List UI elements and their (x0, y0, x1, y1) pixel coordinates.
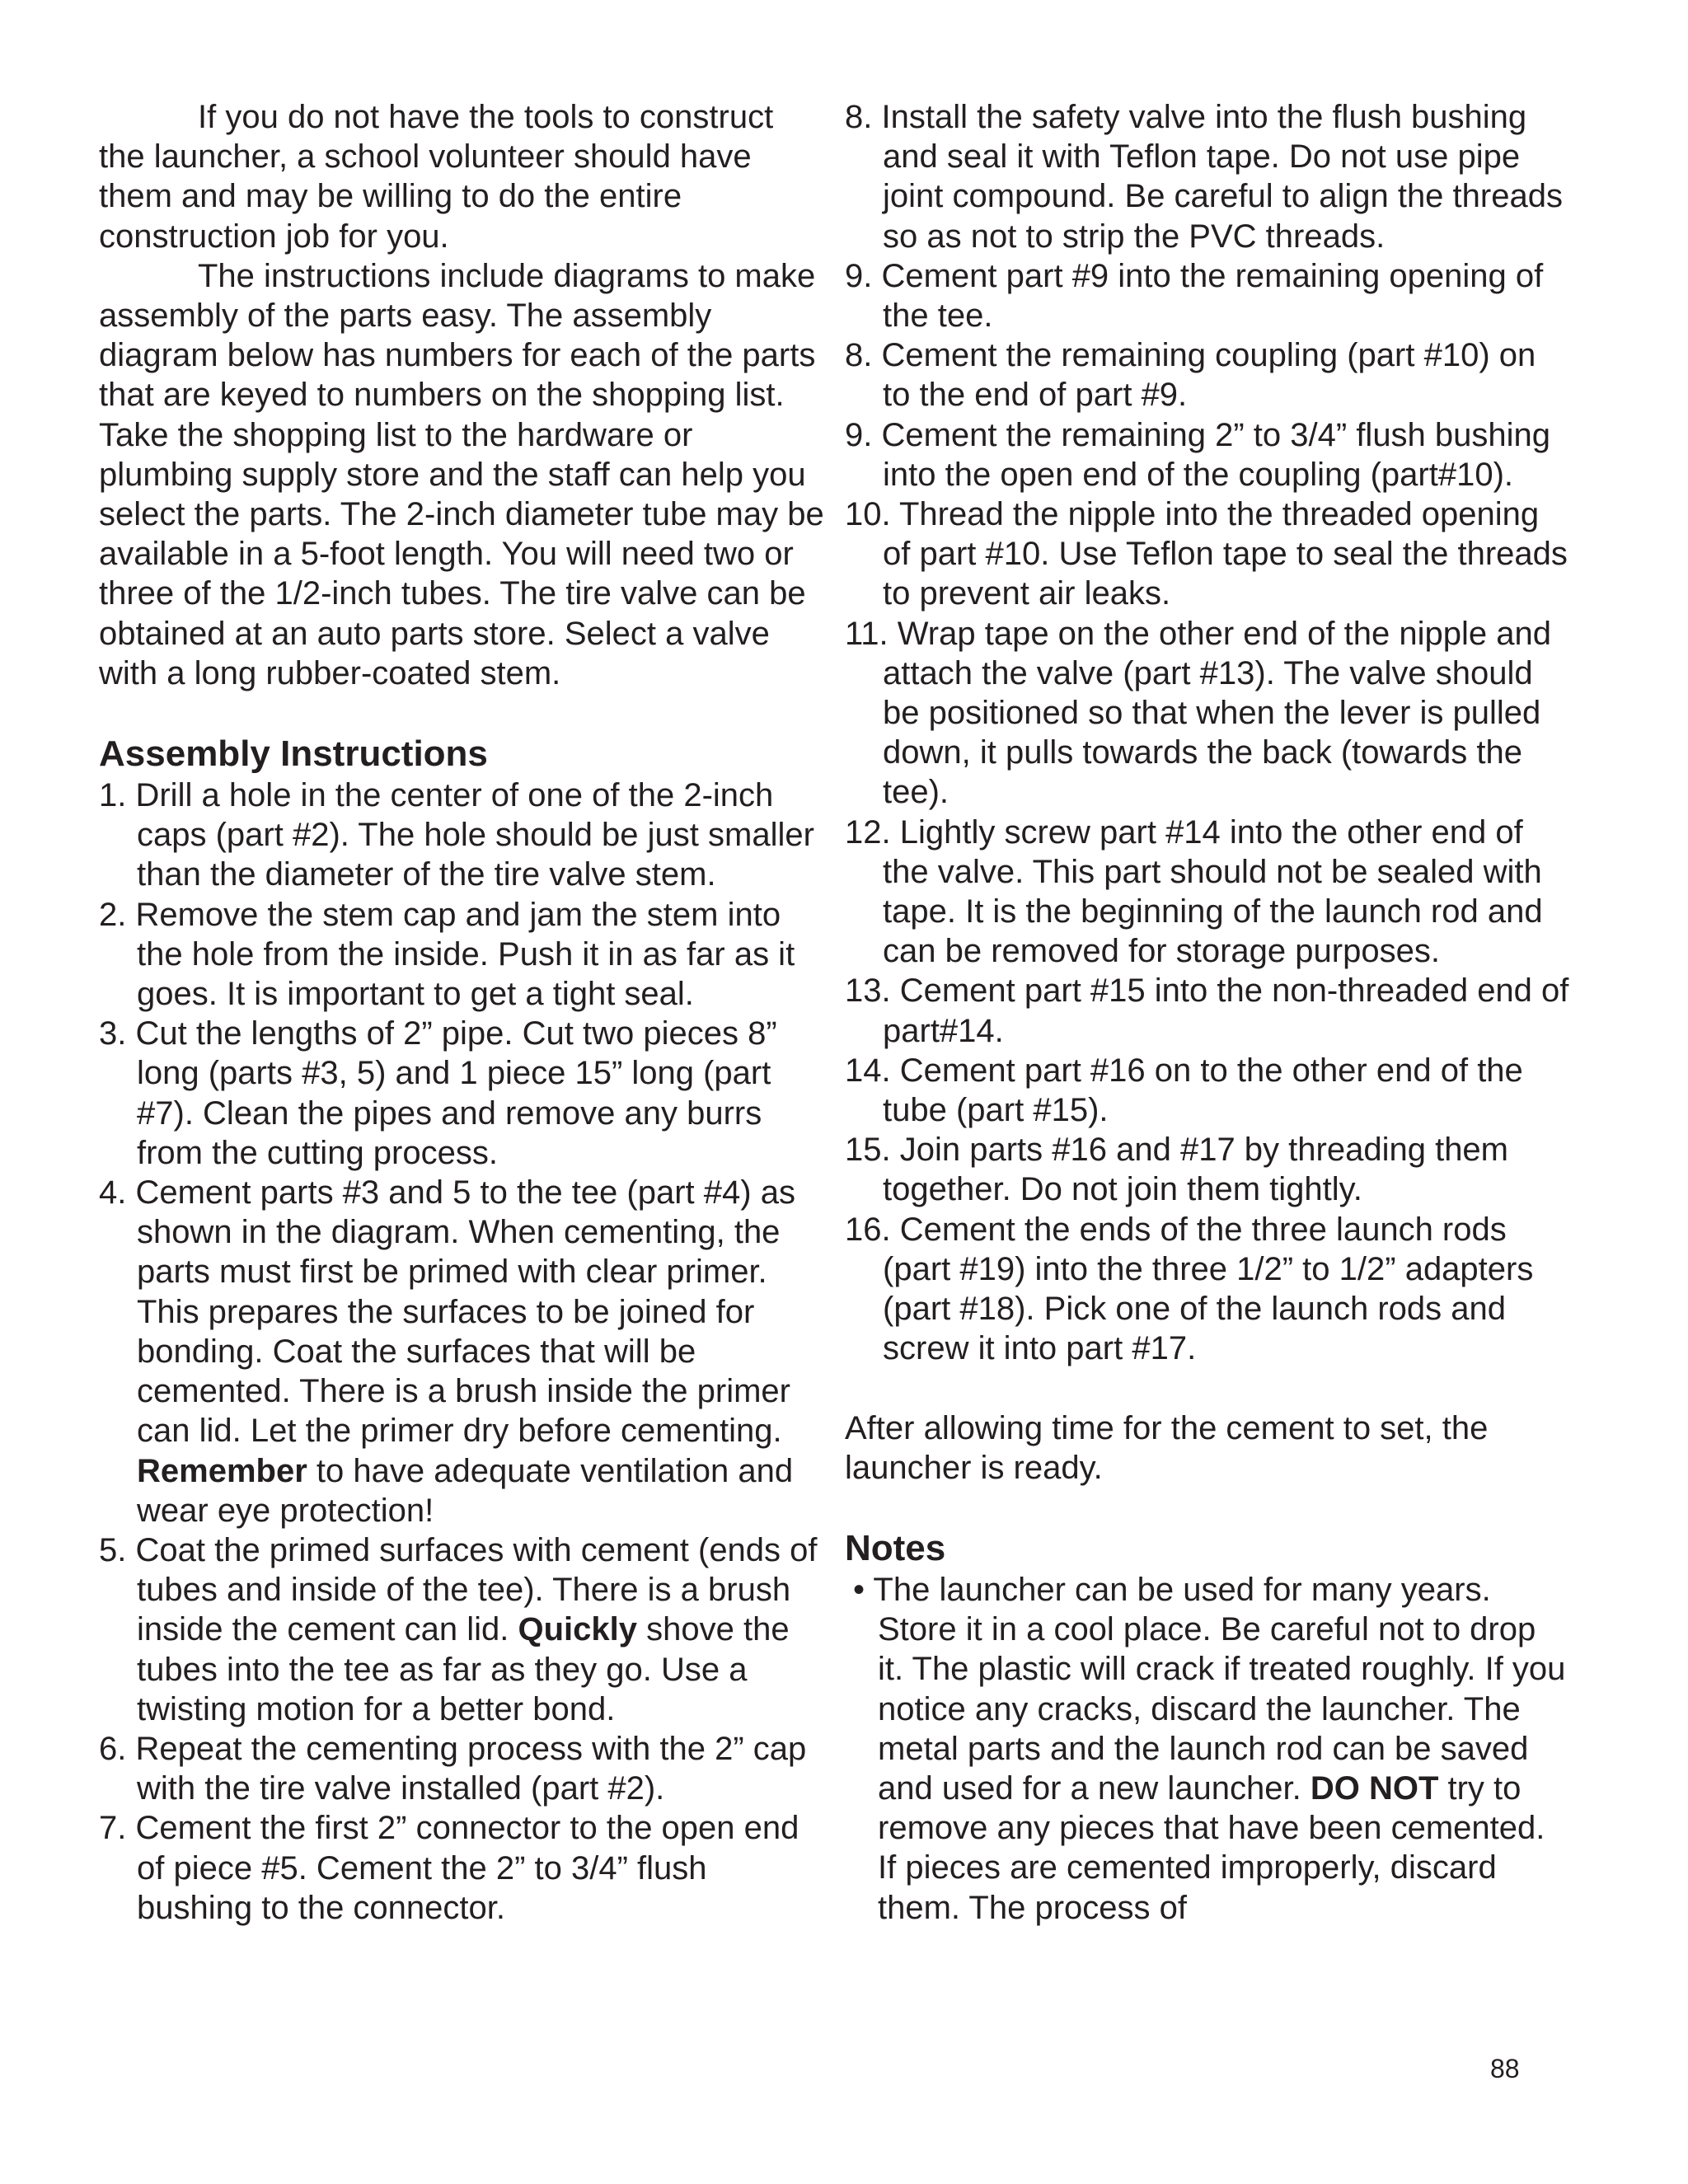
step-5-tail: shove the tubes into the tee as far as they go. Use a twisting motion for a better bond. (137, 1611, 790, 1727)
step-5-bold: Quickly (518, 1611, 638, 1648)
spacer (845, 1369, 1570, 1408)
assembly-steps-list (99, 776, 824, 1928)
spacer (99, 693, 824, 733)
step-3: 3. Cut the lengths of 2” pipe. Cut two pieces 8” long (parts #3, 5) and 1 piece 15” long (part #7). Clean the pipes and remove any burrs from the cutting process. (99, 1015, 777, 1171)
step-11: 11. Wrap tape on the other end of the nipple and attach the valve (part #13). The valve should be positioned so that when the lever is pulled down, it pulls towards the back (towards the tee). (845, 615, 1551, 811)
bullet-icon: • (853, 1571, 865, 1608)
step-9a: 9. Cement part #9 into the remaining opening of the tee. (845, 257, 1544, 335)
step-4-bold: Remember (137, 1452, 307, 1489)
step-5-text: 5. Coat the primed surfaces with cement (ends of tubes and inside of the tee). There is a brush inside the cement can lid. (99, 1531, 818, 1648)
assembly-steps-continued (845, 97, 1570, 1369)
step-10: 10. Thread the nipple into the threaded opening of part #10. Use Teflon tape to seal the threads to prevent air leaks. (845, 496, 1568, 612)
step-8b: 8. Cement the remaining coupling (part #10) on to the end of part #9. (845, 337, 1536, 414)
step-12: 12. Lightly screw part #14 into the other end of the valve. This part should not be sealed with tape. It is the beginning of the launch rod and can be removed for storage purposes. (845, 813, 1543, 970)
note-item (845, 1570, 1570, 1928)
step-6: 6. Repeat the cementing process with the 2” cap with the tire valve installed (part #2). (99, 1730, 807, 1807)
step-2: 2. Remove the stem cap and jam the stem into the hole from the inside. Push it in as far as it goes. It is important to get a tight seal. (99, 896, 795, 1013)
step-4-tail: to have adequate ventilation and wear eye protection! (137, 1452, 794, 1529)
intro-paragraph-1: If you do not have the tools to construct the launcher, a school volunteer should have them and may be willing to do the entire construction job for you. (99, 99, 774, 255)
step-5 (99, 1530, 824, 1729)
step-1: 1. Drill a hole in the center of one of the 2-inch caps (part #2). The hole should be just smaller than the diameter of the tire valve stem. (99, 777, 814, 893)
step-4 (99, 1173, 824, 1530)
notes-heading: Notes (845, 1527, 946, 1568)
step-8a: 8. Install the safety valve into the flush bushing and seal it with Teflon tape. Do not use pipe joint compound. Be careful to align the threads so as not to strip the PVC threads. (845, 99, 1563, 255)
note-text-2: try to remove any pieces that have been cemented. If pieces are cemented improperly, discard them. The process of (878, 1769, 1545, 1926)
closing-paragraph: After allowing time for the cement to set, the launcher is ready. (845, 1409, 1489, 1486)
step-7: 7. Cement the first 2” connector to the open end of piece #5. Cement the 2” to 3/4” flush bushing to the connector. (99, 1810, 799, 1926)
step-14: 14. Cement part #16 on to the other end of the tube (part #15). (845, 1052, 1523, 1129)
note-bold: DO NOT (1310, 1769, 1439, 1807)
left-column (99, 97, 824, 1928)
note-text-1: The launcher can be used for many years. Store it in a cool place. Be careful not to drop it. The plastic will crack if treated roughly. If you notice any cracks, discard the launcher. The metal parts and the launch rod can be saved and used for a new launcher. (873, 1571, 1566, 1807)
step-16: 16. Cement the ends of the three launch rods (part #19) into the three 1/2” to 1/2” adapters (part #18). Pick one of the launch rods and screw it into part #17. (845, 1211, 1534, 1367)
page-number: 88 (1490, 2054, 1520, 2083)
spacer (845, 1488, 1570, 1527)
step-4-text: 4. Cement parts #3 and 5 to the tee (part #4) as shown in the diagram. When cementing, the parts must first be primed with clear primer. This prepares the surfaces to be joined for bonding. Coat the surfaces that will be cemented. There is a brush inside the primer can lid. Let the primer dry before cementing. (99, 1174, 795, 1450)
assembly-heading: Assembly Instructions (99, 733, 488, 775)
step-15: 15. Join parts #16 and #17 by threading them together. Do not join them tightly. (845, 1132, 1508, 1208)
step-9b: 9. Cement the remaining 2” to 3/4” flush bushing into the open end of the coupling (part#10). (845, 416, 1551, 493)
right-column (845, 97, 1570, 1928)
step-13: 13. Cement part #15 into the non-threaded end of part#14. (845, 972, 1569, 1049)
intro-paragraph-2: The instructions include diagrams to make assembly of the parts easy. The assembly diagram below has numbers for each of the parts that are keyed to numbers on the shopping list. Take the shopping list to the hardware or plumbing supply store and the staff can help you select the parts. The 2-inch diameter tube may be available in a 5-foot length. You will need two or three of the 1/2-inch tubes. The tire valve can be obtained at an auto parts store. Select a valve with a long rubber-coated stem. (99, 257, 824, 691)
